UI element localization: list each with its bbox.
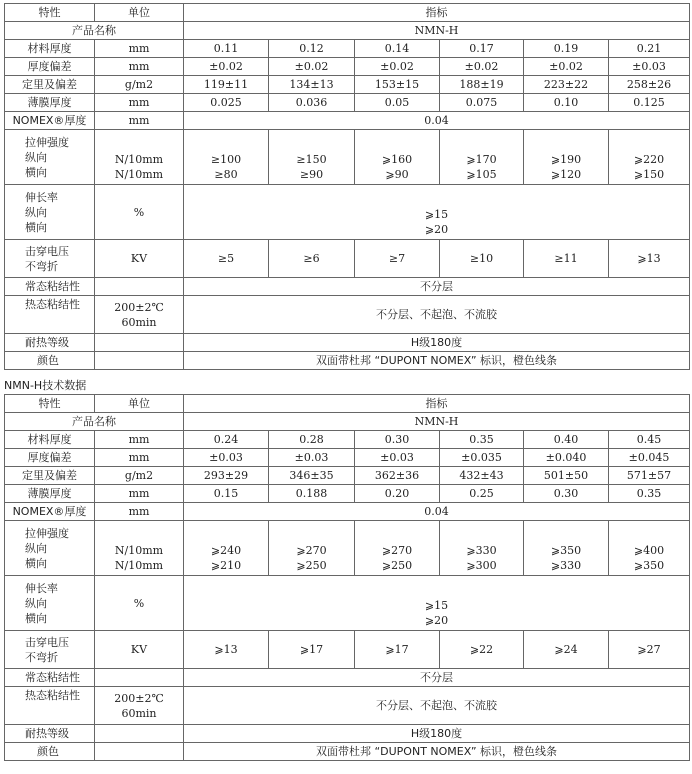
table-cell: ±0.02	[440, 58, 524, 76]
tensile-title: 拉伸强度	[25, 526, 69, 540]
hot-bond-time: 60min	[121, 315, 157, 329]
normal-bond-value: 不分层	[184, 278, 690, 296]
product-name-row	[5, 22, 690, 40]
thickness-unit: mm	[95, 431, 184, 449]
tensile-cell	[609, 130, 690, 185]
color-row	[5, 743, 690, 761]
hot-bond-temp: 200±2℃	[114, 691, 164, 705]
elongation-trans-value: ⩾20	[424, 614, 449, 627]
tensile-cell	[184, 130, 269, 185]
header-indicator: 指标	[184, 395, 690, 413]
film-unit: mm	[95, 485, 184, 503]
elongation-long-label: 纵向	[25, 205, 47, 219]
tensile-trans-value: ⩾105	[466, 168, 497, 181]
nomex-row	[5, 112, 690, 130]
heat-class-row	[5, 334, 690, 352]
heat-class-value: H级180度	[184, 334, 690, 352]
table-cell: 0.30	[524, 485, 609, 503]
elongation-title: 伸长率	[25, 581, 58, 595]
nomex-unit: mm	[95, 503, 184, 521]
table-cell: 0.15	[184, 485, 269, 503]
table-cell: 346±35	[269, 467, 355, 485]
tensile-cell	[269, 521, 355, 576]
table-cell: 0.24	[184, 431, 269, 449]
table-cell: ⩾13	[184, 631, 269, 669]
table-cell: 0.025	[184, 94, 269, 112]
tensile-trans-value: ⩾330	[550, 559, 582, 572]
table-cell: 0.35	[609, 485, 690, 503]
table-cell: 119±11	[184, 76, 269, 94]
heat-class-label: 耐热等级	[5, 725, 95, 743]
table-cell: 293±29	[184, 467, 269, 485]
tensile-long-value: ⩾350	[550, 544, 582, 557]
tensile-long-value: ⩾330	[466, 544, 497, 557]
table-cell: ±0.02	[184, 58, 269, 76]
elongation-title: 伸长率	[25, 190, 58, 204]
color-label: 颜色	[5, 352, 95, 370]
table-cell: 0.075	[440, 94, 524, 112]
table-cell: ±0.045	[609, 449, 690, 467]
nomex-value: 0.04	[184, 112, 690, 130]
table-cell: 432±43	[440, 467, 524, 485]
normal-bond-label: 常态粘结性	[5, 278, 95, 296]
elongation-trans-label: 横向	[25, 220, 47, 234]
color-value: 双面带杜邦 “DUPONT NOMEX” 标识，橙色线条	[184, 743, 690, 761]
product-name-value: NMN-H	[184, 22, 690, 40]
nomex-label: NOMEX®厚度	[5, 503, 95, 521]
tensile-trans-value: ⩾300	[466, 559, 497, 572]
table-cell: ±0.03	[184, 449, 269, 467]
thickness-unit: mm	[95, 40, 184, 58]
hot-bond-time: 60min	[121, 706, 157, 720]
table-cell: ±0.040	[524, 449, 609, 467]
tensile-long-value: ⩾240	[210, 544, 242, 557]
tensile-unit-trans: N/10mm	[114, 559, 164, 572]
table-cell: ⩾13	[609, 240, 690, 278]
tensile-trans-value: ≥90	[299, 168, 324, 181]
tensile-long-value: ⩾160	[381, 153, 413, 166]
breakdown-title: 击穿电压	[25, 244, 69, 258]
header-indicator: 指标	[184, 4, 690, 22]
hot-bond-temp: 200±2℃	[114, 300, 164, 314]
heat-class-unit	[95, 725, 184, 743]
table-cell: ≥10	[440, 240, 524, 278]
hot-bond-row	[5, 296, 690, 334]
tensile-trans-value: ⩾250	[296, 559, 327, 572]
tensile-row	[5, 130, 690, 185]
breakdown-row	[5, 631, 690, 669]
normal-bond-value: 不分层	[184, 669, 690, 687]
hot-bond-label: 热态粘结性	[5, 687, 95, 725]
heat-class-value: H级180度	[184, 725, 690, 743]
table-cell: ≥6	[269, 240, 355, 278]
film-row	[5, 485, 690, 503]
breakdown-sub: 不弯折	[25, 650, 58, 664]
header-row	[5, 4, 690, 22]
elongation-values	[184, 576, 690, 631]
table-cell: 0.21	[609, 40, 690, 58]
breakdown-title: 击穿电压	[25, 635, 69, 649]
hot-bond-value: 不分层、不起泡、不流胶	[184, 687, 690, 725]
tensile-long-value: ⩾190	[550, 153, 582, 166]
header-unit: 单位	[95, 395, 184, 413]
tensile-label	[5, 130, 95, 185]
header-property: 特性	[5, 395, 95, 413]
elongation-long-value: ⩾15	[424, 208, 449, 221]
tensile-trans-label: 横向	[25, 165, 47, 179]
tensile-unit-long: N/10mm	[114, 544, 164, 557]
tensile-cell	[524, 130, 609, 185]
weight-unit: g/m2	[95, 467, 184, 485]
tolerance-row	[5, 449, 690, 467]
tensile-trans-value: ⩾90	[385, 168, 409, 181]
table-cell: ⩾17	[355, 631, 440, 669]
table-cell: 501±50	[524, 467, 609, 485]
elongation-row	[5, 576, 690, 631]
film-unit: mm	[95, 94, 184, 112]
table-cell: 0.19	[524, 40, 609, 58]
color-label: 颜色	[5, 743, 95, 761]
normal-bond-row	[5, 669, 690, 687]
table-cell: ≥7	[355, 240, 440, 278]
nomex-unit: mm	[95, 112, 184, 130]
tolerance-label: 厚度偏差	[5, 449, 95, 467]
table-cell: 0.188	[269, 485, 355, 503]
tensile-cell	[184, 521, 269, 576]
elongation-trans-label: 横向	[25, 611, 47, 625]
table-cell: 571±57	[609, 467, 690, 485]
normal-bond-unit	[95, 669, 184, 687]
elongation-row	[5, 185, 690, 240]
tensile-trans-label: 横向	[25, 556, 47, 570]
table-cell: ≥5	[184, 240, 269, 278]
breakdown-row	[5, 240, 690, 278]
table-cell: ⩾27	[609, 631, 690, 669]
table-cell: ⩾24	[524, 631, 609, 669]
table-caption: NMN-H技术数据	[4, 379, 87, 392]
elongation-label	[5, 185, 95, 240]
table-cell: 0.30	[355, 431, 440, 449]
tensile-long-label: 纵向	[25, 150, 47, 164]
breakdown-label	[5, 631, 95, 669]
product-name-label: 产品名称	[5, 22, 184, 40]
tensile-long-label: 纵向	[25, 541, 47, 555]
table-cell: ⩾22	[440, 631, 524, 669]
breakdown-unit: KV	[95, 631, 184, 669]
tensile-unit	[95, 521, 184, 576]
header-property: 特性	[5, 4, 95, 22]
tensile-trans-value: ≥80	[214, 168, 238, 181]
nomex-label: NOMEX®厚度	[5, 112, 95, 130]
product-name-label: 产品名称	[5, 413, 184, 431]
tolerance-unit: mm	[95, 58, 184, 76]
tensile-trans-value: ⩾350	[633, 559, 665, 572]
tensile-unit-long: N/10mm	[114, 153, 164, 166]
thickness-row	[5, 40, 690, 58]
product-name-value: NMN-H	[184, 413, 690, 431]
tensile-cell	[355, 521, 440, 576]
tensile-cell	[355, 130, 440, 185]
table-cell: 188±19	[440, 76, 524, 94]
table-cell: 0.45	[609, 431, 690, 449]
color-unit	[95, 743, 184, 761]
table-cell: 362±36	[355, 467, 440, 485]
table-cell: 0.20	[355, 485, 440, 503]
heat-class-unit	[95, 334, 184, 352]
table-cell: 153±15	[355, 76, 440, 94]
tensile-cell	[440, 521, 524, 576]
weight-label: 定里及偏差	[5, 467, 95, 485]
tensile-trans-value: ⩾250	[381, 559, 413, 572]
tensile-label	[5, 521, 95, 576]
film-label: 薄膜厚度	[5, 485, 95, 503]
color-row	[5, 352, 690, 370]
tensile-long-value: ⩾270	[381, 544, 413, 557]
header-row	[5, 395, 690, 413]
spec-table-2	[4, 394, 690, 761]
tensile-long-value: ⩾220	[633, 153, 665, 166]
color-value: 双面带杜邦 “DUPONT NOMEX” 标识，橙色线条	[184, 352, 690, 370]
table-cell: ±0.03	[355, 449, 440, 467]
tensile-long-value: ≥100	[210, 153, 242, 166]
film-label: 薄膜厚度	[5, 94, 95, 112]
table-cell: ±0.02	[524, 58, 609, 76]
tolerance-label: 厚度偏差	[5, 58, 95, 76]
tensile-row	[5, 521, 690, 576]
tensile-trans-value: ⩾150	[633, 168, 665, 181]
hot-bond-unit	[95, 687, 184, 725]
header-unit: 单位	[95, 4, 184, 22]
table-cell: 0.35	[440, 431, 524, 449]
tensile-unit	[95, 130, 184, 185]
tolerance-unit: mm	[95, 449, 184, 467]
table-cell: 0.10	[524, 94, 609, 112]
table-cell: 0.05	[355, 94, 440, 112]
table-cell: ≥11	[524, 240, 609, 278]
table-cell: ±0.02	[269, 58, 355, 76]
weight-label: 定里及偏差	[5, 76, 95, 94]
table-cell: 0.125	[609, 94, 690, 112]
elongation-label	[5, 576, 95, 631]
table-cell: 0.14	[355, 40, 440, 58]
nomex-value: 0.04	[184, 503, 690, 521]
table-cell: 0.25	[440, 485, 524, 503]
table-cell: 223±22	[524, 76, 609, 94]
elongation-unit: %	[95, 576, 184, 631]
elongation-long-value: ⩾15	[424, 599, 449, 612]
table-cell: 134±13	[269, 76, 355, 94]
color-unit	[95, 352, 184, 370]
weight-row	[5, 76, 690, 94]
table-cell: ⩾17	[269, 631, 355, 669]
breakdown-unit: KV	[95, 240, 184, 278]
table-cell: 0.12	[269, 40, 355, 58]
tensile-trans-value: ⩾210	[210, 559, 242, 572]
hot-bond-row	[5, 687, 690, 725]
tensile-cell	[609, 521, 690, 576]
hot-bond-value: 不分层、不起泡、不流胶	[184, 296, 690, 334]
tensile-cell	[269, 130, 355, 185]
table-cell: ±0.035	[440, 449, 524, 467]
table-cell: ±0.02	[355, 58, 440, 76]
tensile-long-value: ≥150	[296, 153, 327, 166]
elongation-values	[184, 185, 690, 240]
tensile-long-value: ⩾400	[633, 544, 665, 557]
normal-bond-label: 常态粘结性	[5, 669, 95, 687]
nomex-row	[5, 503, 690, 521]
tensile-trans-value: ⩾120	[550, 168, 582, 181]
table-cell: 0.17	[440, 40, 524, 58]
tensile-cell	[524, 521, 609, 576]
film-row	[5, 94, 690, 112]
tolerance-row	[5, 58, 690, 76]
table-cell: 0.11	[184, 40, 269, 58]
breakdown-label	[5, 240, 95, 278]
elongation-long-label: 纵向	[25, 596, 47, 610]
thickness-label: 材料厚度	[5, 40, 95, 58]
hot-bond-label: 热态粘结性	[5, 296, 95, 334]
tensile-title: 拉伸强度	[25, 135, 69, 149]
weight-unit: g/m2	[95, 76, 184, 94]
tensile-cell	[440, 130, 524, 185]
tensile-long-value: ⩾170	[466, 153, 497, 166]
table-cell: ±0.03	[269, 449, 355, 467]
table-cell: 0.036	[269, 94, 355, 112]
thickness-row	[5, 431, 690, 449]
product-name-row	[5, 413, 690, 431]
weight-row	[5, 467, 690, 485]
elongation-trans-value: ⩾20	[424, 223, 449, 236]
heat-class-row	[5, 725, 690, 743]
breakdown-sub: 不弯折	[25, 259, 58, 273]
hot-bond-unit	[95, 296, 184, 334]
normal-bond-unit	[95, 278, 184, 296]
heat-class-label: 耐热等级	[5, 334, 95, 352]
table-cell: 0.40	[524, 431, 609, 449]
table-cell: ±0.03	[609, 58, 690, 76]
spec-table-1	[4, 3, 690, 370]
table-cell: 258±26	[609, 76, 690, 94]
table-cell: 0.28	[269, 431, 355, 449]
thickness-label: 材料厚度	[5, 431, 95, 449]
elongation-unit: %	[95, 185, 184, 240]
tensile-long-value: ⩾270	[296, 544, 327, 557]
tensile-unit-trans: N/10mm	[114, 168, 164, 181]
normal-bond-row	[5, 278, 690, 296]
